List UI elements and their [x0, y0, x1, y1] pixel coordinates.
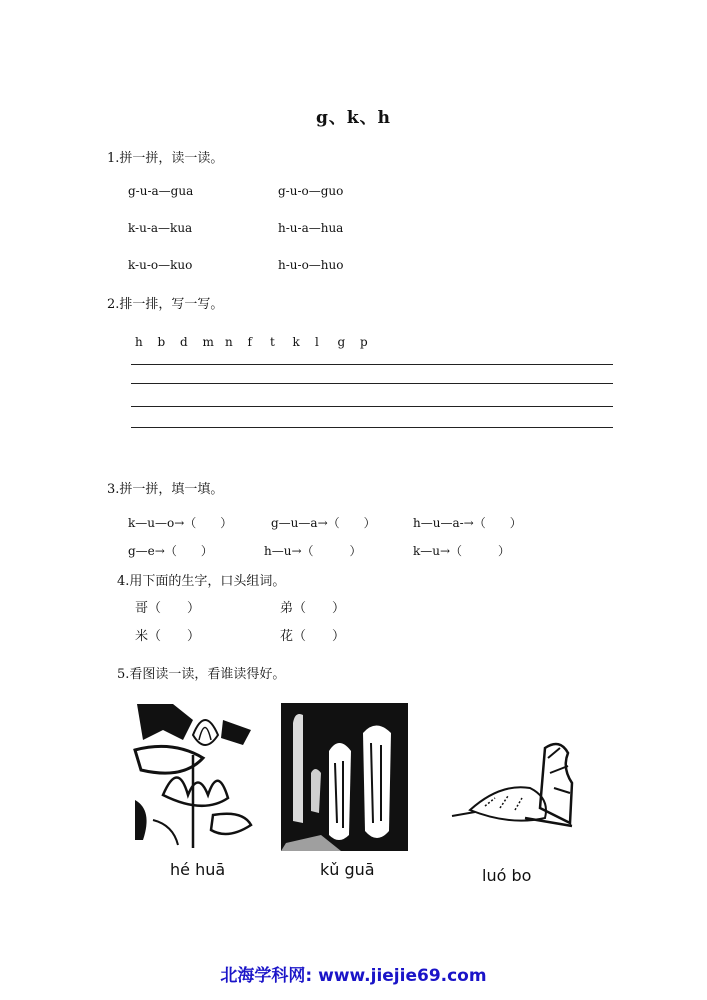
pinyin-item: k-u-a—kua — [128, 221, 193, 235]
letter: f — [247, 335, 252, 349]
fill-item[interactable]: h—u→（ ） — [264, 544, 362, 558]
picture-caption: kǔ guā — [320, 860, 375, 879]
picture-caption: hé huā — [170, 860, 226, 879]
writing-line[interactable] — [131, 406, 613, 407]
lotus-illustration — [133, 700, 253, 848]
word-item[interactable]: 弟（ ） — [280, 601, 346, 616]
writing-line[interactable] — [131, 383, 613, 384]
letter: g — [337, 335, 346, 349]
pinyin-item: h-u-o—huo — [278, 258, 344, 272]
fill-item[interactable]: g—u—a→（ ） — [271, 516, 376, 530]
letter: t — [270, 335, 275, 349]
word-item[interactable]: 哥（ ） — [135, 601, 201, 616]
bitter-melon-illustration — [281, 703, 408, 851]
letter: m — [202, 335, 214, 349]
writing-line[interactable] — [131, 364, 613, 365]
letter-sequence — [135, 331, 383, 350]
word-item[interactable]: 花（ ） — [280, 629, 346, 644]
question-1-heading: 1.拼一拼，读一读。 — [107, 151, 224, 166]
pinyin-item: g-u-o—guo — [278, 184, 344, 198]
pinyin-item: g-u-a—gua — [128, 184, 194, 198]
letter: h — [135, 335, 143, 349]
question-2-heading: 2.排一排，写一写。 — [107, 297, 224, 312]
letter: l — [315, 335, 319, 349]
fill-item[interactable]: k—u→（ ） — [413, 544, 511, 558]
fill-item[interactable]: h—u—a-→（ ） — [413, 516, 522, 530]
word-item[interactable]: 米（ ） — [135, 629, 201, 644]
question-5-heading: 5.看图读一读，看谁读得好。 — [117, 667, 286, 682]
letter: d — [180, 335, 188, 349]
question-4-heading: 4.用下面的生字，口头组词。 — [117, 574, 286, 589]
footer-watermark[interactable]: 北海学科网: www.jiejie69.com — [220, 966, 487, 986]
fill-item[interactable]: g—e→（ ） — [128, 544, 213, 558]
letter: p — [360, 335, 368, 349]
pinyin-item: h-u-a—hua — [278, 221, 344, 235]
question-3-heading: 3.拼一拼，填一填。 — [107, 482, 224, 497]
letter: k — [292, 335, 300, 349]
letter: n — [225, 335, 233, 349]
radish-illustration — [450, 738, 575, 828]
page-title: g、k、h — [315, 108, 392, 128]
pinyin-item: k-u-o—kuo — [128, 258, 193, 272]
fill-item[interactable]: k—u—o→（ ） — [128, 516, 233, 530]
letter: b — [157, 335, 166, 349]
writing-line[interactable] — [131, 427, 613, 428]
picture-caption: luó bo — [482, 866, 532, 885]
